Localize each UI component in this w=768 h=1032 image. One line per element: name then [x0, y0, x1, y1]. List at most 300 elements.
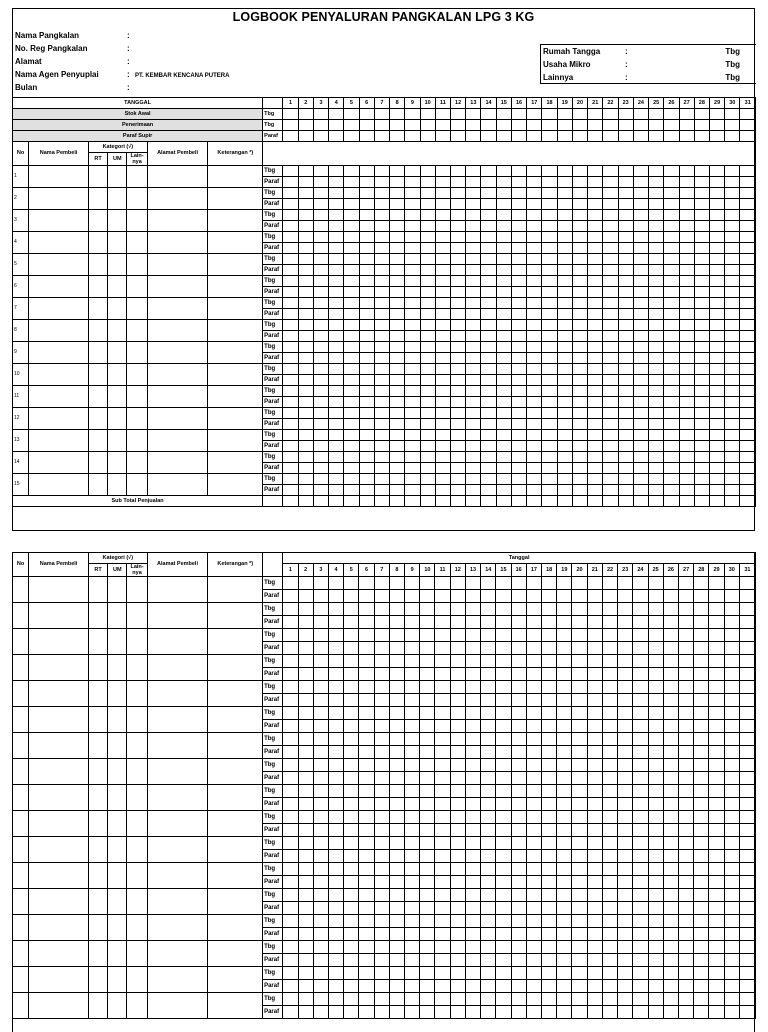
- day-cell[interactable]: [511, 863, 526, 876]
- day-cell[interactable]: [587, 642, 602, 655]
- day-cell[interactable]: [572, 668, 587, 681]
- entry-cell[interactable]: [29, 232, 89, 254]
- day-cell[interactable]: [694, 902, 709, 915]
- day-cell[interactable]: [465, 915, 480, 928]
- day-cell[interactable]: [359, 941, 374, 954]
- entry-cell[interactable]: [127, 707, 147, 733]
- day-cell[interactable]: [374, 694, 389, 707]
- day-cell[interactable]: [465, 642, 480, 655]
- day-cell[interactable]: [649, 419, 664, 430]
- day-cell[interactable]: [679, 177, 694, 188]
- day-cell[interactable]: [527, 386, 542, 397]
- day-cell[interactable]: [572, 629, 587, 642]
- day-cell[interactable]: [481, 954, 496, 967]
- day-cell[interactable]: [633, 720, 648, 733]
- day-cell[interactable]: [709, 850, 724, 863]
- day-cell[interactable]: [328, 928, 343, 941]
- day-cell[interactable]: [283, 265, 298, 276]
- day-cell[interactable]: [496, 941, 511, 954]
- day-cell[interactable]: [694, 772, 709, 785]
- day-cell[interactable]: [511, 733, 526, 746]
- day-cell[interactable]: [527, 265, 542, 276]
- day-cell[interactable]: [390, 342, 405, 353]
- day-cell[interactable]: [298, 166, 313, 177]
- entry-cell[interactable]: [29, 430, 89, 452]
- day-cell[interactable]: [283, 320, 298, 331]
- day-cell[interactable]: [450, 1006, 465, 1019]
- day-cell[interactable]: [496, 811, 511, 824]
- day-cell[interactable]: [572, 276, 587, 287]
- day-cell[interactable]: [602, 577, 617, 590]
- day-cell[interactable]: [466, 120, 481, 131]
- day-cell[interactable]: [679, 430, 694, 441]
- day-cell[interactable]: [572, 681, 587, 694]
- entry-cell[interactable]: [108, 681, 127, 707]
- day-cell[interactable]: [542, 364, 557, 375]
- day-cell[interactable]: [496, 309, 511, 320]
- day-cell[interactable]: [542, 474, 557, 485]
- day-cell[interactable]: [389, 720, 404, 733]
- day-cell[interactable]: [572, 772, 587, 785]
- day-cell[interactable]: [511, 720, 526, 733]
- day-cell[interactable]: [694, 707, 709, 720]
- day-cell[interactable]: [481, 928, 496, 941]
- day-cell[interactable]: [724, 798, 739, 811]
- entry-cell[interactable]: [208, 785, 263, 811]
- day-cell[interactable]: [435, 967, 450, 980]
- day-cell[interactable]: [359, 199, 374, 210]
- day-cell[interactable]: [526, 577, 541, 590]
- day-cell[interactable]: [511, 980, 526, 993]
- day-cell[interactable]: [496, 733, 511, 746]
- day-cell[interactable]: [664, 199, 679, 210]
- day-cell[interactable]: [466, 298, 481, 309]
- day-cell[interactable]: [450, 980, 465, 993]
- entry-cell[interactable]: [127, 342, 147, 364]
- day-cell[interactable]: [557, 276, 572, 287]
- day-cell[interactable]: [633, 243, 648, 254]
- day-cell[interactable]: [481, 941, 496, 954]
- day-cell[interactable]: [420, 353, 435, 364]
- day-cell[interactable]: [496, 577, 511, 590]
- day-cell[interactable]: [511, 655, 526, 668]
- day-cell[interactable]: [694, 309, 709, 320]
- day-cell[interactable]: [359, 889, 374, 902]
- day-cell[interactable]: [298, 375, 313, 386]
- subtotal-cell[interactable]: [709, 496, 724, 507]
- subtotal-cell[interactable]: [435, 496, 450, 507]
- subtotal-cell[interactable]: [588, 496, 603, 507]
- entry-cell[interactable]: [208, 386, 263, 408]
- day-cell[interactable]: [694, 746, 709, 759]
- day-cell[interactable]: [557, 694, 572, 707]
- day-cell[interactable]: [344, 863, 359, 876]
- day-cell[interactable]: [527, 287, 542, 298]
- day-cell[interactable]: [648, 759, 663, 772]
- entry-cell[interactable]: [147, 276, 208, 298]
- day-cell[interactable]: [359, 232, 374, 243]
- entry-cell[interactable]: [88, 837, 107, 863]
- day-cell[interactable]: [725, 109, 740, 120]
- day-cell[interactable]: [649, 276, 664, 287]
- day-cell[interactable]: [511, 850, 526, 863]
- day-cell[interactable]: [466, 419, 481, 430]
- day-cell[interactable]: [465, 850, 480, 863]
- day-cell[interactable]: [283, 452, 298, 463]
- day-cell[interactable]: [374, 254, 389, 265]
- day-cell[interactable]: [618, 694, 633, 707]
- day-cell[interactable]: [313, 131, 328, 142]
- day-cell[interactable]: [648, 668, 663, 681]
- day-cell[interactable]: [496, 441, 511, 452]
- day-cell[interactable]: [694, 668, 709, 681]
- day-cell[interactable]: [420, 824, 435, 837]
- day-cell[interactable]: [313, 188, 328, 199]
- day-cell[interactable]: [724, 850, 739, 863]
- day-cell[interactable]: [344, 1006, 359, 1019]
- day-cell[interactable]: [588, 386, 603, 397]
- day-cell[interactable]: [542, 915, 557, 928]
- day-cell[interactable]: [329, 276, 344, 287]
- day-cell[interactable]: [298, 265, 313, 276]
- day-cell[interactable]: [329, 485, 344, 496]
- day-cell[interactable]: [435, 120, 450, 131]
- day-cell[interactable]: [359, 474, 374, 485]
- day-cell[interactable]: [588, 221, 603, 232]
- day-cell[interactable]: [374, 221, 389, 232]
- day-cell[interactable]: [450, 210, 465, 221]
- day-cell[interactable]: [329, 287, 344, 298]
- day-cell[interactable]: [435, 954, 450, 967]
- day-cell[interactable]: [587, 668, 602, 681]
- day-cell[interactable]: [390, 276, 405, 287]
- day-cell[interactable]: [344, 876, 359, 889]
- day-cell[interactable]: [496, 177, 511, 188]
- day-cell[interactable]: [313, 772, 328, 785]
- day-cell[interactable]: [329, 177, 344, 188]
- day-cell[interactable]: [740, 109, 756, 120]
- day-cell[interactable]: [588, 320, 603, 331]
- day-cell[interactable]: [435, 397, 450, 408]
- day-cell[interactable]: [329, 210, 344, 221]
- day-cell[interactable]: [678, 772, 693, 785]
- day-cell[interactable]: [633, 232, 648, 243]
- day-cell[interactable]: [313, 954, 328, 967]
- day-cell[interactable]: [390, 287, 405, 298]
- day-cell[interactable]: [633, 375, 648, 386]
- day-cell[interactable]: [542, 419, 557, 430]
- day-cell[interactable]: [405, 408, 420, 419]
- day-cell[interactable]: [542, 993, 557, 1006]
- entry-cell[interactable]: [147, 188, 208, 210]
- entry-cell[interactable]: [147, 342, 208, 364]
- day-cell[interactable]: [603, 386, 618, 397]
- day-cell[interactable]: [739, 681, 755, 694]
- day-cell[interactable]: [511, 694, 526, 707]
- day-cell[interactable]: [344, 320, 359, 331]
- entry-cell[interactable]: [29, 629, 89, 655]
- day-cell[interactable]: [724, 876, 739, 889]
- day-cell[interactable]: [709, 232, 724, 243]
- day-cell[interactable]: [389, 707, 404, 720]
- day-cell[interactable]: [542, 441, 557, 452]
- day-cell[interactable]: [313, 863, 328, 876]
- day-cell[interactable]: [587, 1006, 602, 1019]
- day-cell[interactable]: [527, 254, 542, 265]
- day-cell[interactable]: [572, 720, 587, 733]
- day-cell[interactable]: [481, 590, 496, 603]
- day-cell[interactable]: [740, 342, 756, 353]
- day-cell[interactable]: [739, 876, 755, 889]
- day-cell[interactable]: [663, 720, 678, 733]
- day-cell[interactable]: [283, 902, 298, 915]
- day-cell[interactable]: [603, 166, 618, 177]
- day-cell[interactable]: [649, 188, 664, 199]
- day-cell[interactable]: [359, 668, 374, 681]
- day-cell[interactable]: [511, 120, 526, 131]
- day-cell[interactable]: [283, 430, 298, 441]
- day-cell[interactable]: [724, 785, 739, 798]
- day-cell[interactable]: [572, 287, 587, 298]
- day-cell[interactable]: [724, 655, 739, 668]
- day-cell[interactable]: [633, 798, 648, 811]
- day-cell[interactable]: [359, 720, 374, 733]
- day-cell[interactable]: [450, 655, 465, 668]
- day-cell[interactable]: [359, 707, 374, 720]
- entry-cell[interactable]: [29, 837, 89, 863]
- day-cell[interactable]: [511, 603, 526, 616]
- day-cell[interactable]: [405, 980, 420, 993]
- day-cell[interactable]: [739, 577, 755, 590]
- day-cell[interactable]: [602, 863, 617, 876]
- day-cell[interactable]: [405, 243, 420, 254]
- day-cell[interactable]: [587, 967, 602, 980]
- day-cell[interactable]: [739, 707, 755, 720]
- day-cell[interactable]: [588, 353, 603, 364]
- entry-cell[interactable]: [13, 785, 29, 811]
- day-cell[interactable]: [435, 386, 450, 397]
- day-cell[interactable]: [298, 131, 313, 142]
- day-cell[interactable]: [481, 276, 496, 287]
- day-cell[interactable]: [465, 772, 480, 785]
- day-cell[interactable]: [405, 759, 420, 772]
- day-cell[interactable]: [481, 331, 496, 342]
- day-cell[interactable]: [633, 824, 648, 837]
- day-cell[interactable]: [359, 309, 374, 320]
- day-cell[interactable]: [664, 419, 679, 430]
- day-cell[interactable]: [633, 276, 648, 287]
- day-cell[interactable]: [557, 642, 572, 655]
- entry-cell[interactable]: [127, 837, 147, 863]
- day-cell[interactable]: [390, 320, 405, 331]
- day-cell[interactable]: [420, 276, 435, 287]
- day-cell[interactable]: [557, 221, 572, 232]
- day-cell[interactable]: [390, 243, 405, 254]
- day-cell[interactable]: [435, 474, 450, 485]
- day-cell[interactable]: [374, 863, 389, 876]
- day-cell[interactable]: [649, 210, 664, 221]
- day-cell[interactable]: [496, 265, 511, 276]
- day-cell[interactable]: [450, 798, 465, 811]
- day-cell[interactable]: [740, 452, 756, 463]
- entry-cell[interactable]: [208, 967, 263, 993]
- entry-cell[interactable]: [147, 452, 208, 474]
- day-cell[interactable]: [664, 210, 679, 221]
- day-cell[interactable]: [664, 320, 679, 331]
- day-cell[interactable]: [527, 210, 542, 221]
- entry-cell[interactable]: [108, 759, 127, 785]
- day-cell[interactable]: [466, 287, 481, 298]
- day-cell[interactable]: [359, 298, 374, 309]
- day-cell[interactable]: [542, 902, 557, 915]
- day-cell[interactable]: [542, 386, 557, 397]
- day-cell[interactable]: [740, 265, 756, 276]
- day-cell[interactable]: [572, 928, 587, 941]
- entry-cell[interactable]: [208, 474, 263, 496]
- day-cell[interactable]: [618, 298, 633, 309]
- day-cell[interactable]: [511, 287, 526, 298]
- day-cell[interactable]: [678, 928, 693, 941]
- day-cell[interactable]: [694, 785, 709, 798]
- day-cell[interactable]: [588, 408, 603, 419]
- day-cell[interactable]: [298, 331, 313, 342]
- day-cell[interactable]: [649, 375, 664, 386]
- day-cell[interactable]: [542, 850, 557, 863]
- day-cell[interactable]: [572, 386, 587, 397]
- day-cell[interactable]: [527, 485, 542, 496]
- day-cell[interactable]: [526, 902, 541, 915]
- entry-cell[interactable]: [13, 993, 29, 1019]
- day-cell[interactable]: [678, 577, 693, 590]
- day-cell[interactable]: [603, 254, 618, 265]
- entry-cell[interactable]: [127, 364, 147, 386]
- day-cell[interactable]: [679, 364, 694, 375]
- day-cell[interactable]: [526, 616, 541, 629]
- day-cell[interactable]: [466, 243, 481, 254]
- day-cell[interactable]: [542, 759, 557, 772]
- day-cell[interactable]: [511, 232, 526, 243]
- day-cell[interactable]: [359, 463, 374, 474]
- day-cell[interactable]: [678, 824, 693, 837]
- day-cell[interactable]: [435, 811, 450, 824]
- day-cell[interactable]: [466, 430, 481, 441]
- day-cell[interactable]: [633, 1006, 648, 1019]
- day-cell[interactable]: [678, 798, 693, 811]
- day-cell[interactable]: [572, 1006, 587, 1019]
- day-cell[interactable]: [740, 364, 756, 375]
- day-cell[interactable]: [420, 109, 435, 120]
- day-cell[interactable]: [298, 863, 313, 876]
- day-cell[interactable]: [374, 364, 389, 375]
- day-cell[interactable]: [709, 109, 724, 120]
- day-cell[interactable]: [374, 120, 389, 131]
- day-cell[interactable]: [694, 463, 709, 474]
- day-cell[interactable]: [557, 785, 572, 798]
- entry-cell[interactable]: [29, 967, 89, 993]
- day-cell[interactable]: [572, 798, 587, 811]
- day-cell[interactable]: [663, 811, 678, 824]
- day-cell[interactable]: [481, 441, 496, 452]
- day-cell[interactable]: [481, 1006, 496, 1019]
- day-cell[interactable]: [298, 243, 313, 254]
- day-cell[interactable]: [694, 863, 709, 876]
- day-cell[interactable]: [678, 629, 693, 642]
- day-cell[interactable]: [481, 320, 496, 331]
- day-cell[interactable]: [328, 642, 343, 655]
- subtotal-cell[interactable]: [344, 496, 359, 507]
- day-cell[interactable]: [420, 419, 435, 430]
- day-cell[interactable]: [511, 375, 526, 386]
- day-cell[interactable]: [359, 166, 374, 177]
- day-cell[interactable]: [313, 629, 328, 642]
- day-cell[interactable]: [283, 915, 298, 928]
- entry-cell[interactable]: [108, 967, 127, 993]
- day-cell[interactable]: [496, 746, 511, 759]
- day-cell[interactable]: [298, 232, 313, 243]
- subtotal-cell[interactable]: [740, 496, 756, 507]
- day-cell[interactable]: [648, 694, 663, 707]
- entry-cell[interactable]: [13, 811, 29, 837]
- day-cell[interactable]: [313, 419, 328, 430]
- day-cell[interactable]: [572, 109, 587, 120]
- day-cell[interactable]: [664, 386, 679, 397]
- day-cell[interactable]: [664, 353, 679, 364]
- day-cell[interactable]: [496, 419, 511, 430]
- day-cell[interactable]: [405, 342, 420, 353]
- day-cell[interactable]: [465, 616, 480, 629]
- day-cell[interactable]: [618, 232, 633, 243]
- day-cell[interactable]: [344, 980, 359, 993]
- entry-cell[interactable]: [88, 408, 107, 430]
- day-cell[interactable]: [283, 199, 298, 210]
- day-cell[interactable]: [481, 811, 496, 824]
- day-cell[interactable]: [679, 120, 694, 131]
- day-cell[interactable]: [709, 941, 724, 954]
- day-cell[interactable]: [389, 824, 404, 837]
- day-cell[interactable]: [329, 463, 344, 474]
- day-cell[interactable]: [663, 876, 678, 889]
- day-cell[interactable]: [664, 188, 679, 199]
- day-cell[interactable]: [602, 798, 617, 811]
- day-cell[interactable]: [435, 166, 450, 177]
- day-cell[interactable]: [527, 342, 542, 353]
- day-cell[interactable]: [450, 915, 465, 928]
- day-cell[interactable]: [481, 430, 496, 441]
- day-cell[interactable]: [526, 655, 541, 668]
- entry-cell[interactable]: [88, 386, 107, 408]
- day-cell[interactable]: [313, 967, 328, 980]
- day-cell[interactable]: [603, 309, 618, 320]
- day-cell[interactable]: [405, 707, 420, 720]
- day-cell[interactable]: [313, 577, 328, 590]
- day-cell[interactable]: [526, 850, 541, 863]
- day-cell[interactable]: [405, 221, 420, 232]
- day-cell[interactable]: [344, 772, 359, 785]
- entry-cell[interactable]: [208, 408, 263, 430]
- day-cell[interactable]: [557, 967, 572, 980]
- day-cell[interactable]: [527, 232, 542, 243]
- day-cell[interactable]: [374, 720, 389, 733]
- day-cell[interactable]: [633, 210, 648, 221]
- day-cell[interactable]: [466, 221, 481, 232]
- day-cell[interactable]: [405, 629, 420, 642]
- subtotal-cell[interactable]: [420, 496, 435, 507]
- day-cell[interactable]: [313, 331, 328, 342]
- day-cell[interactable]: [663, 889, 678, 902]
- day-cell[interactable]: [344, 331, 359, 342]
- day-cell[interactable]: [283, 850, 298, 863]
- day-cell[interactable]: [633, 221, 648, 232]
